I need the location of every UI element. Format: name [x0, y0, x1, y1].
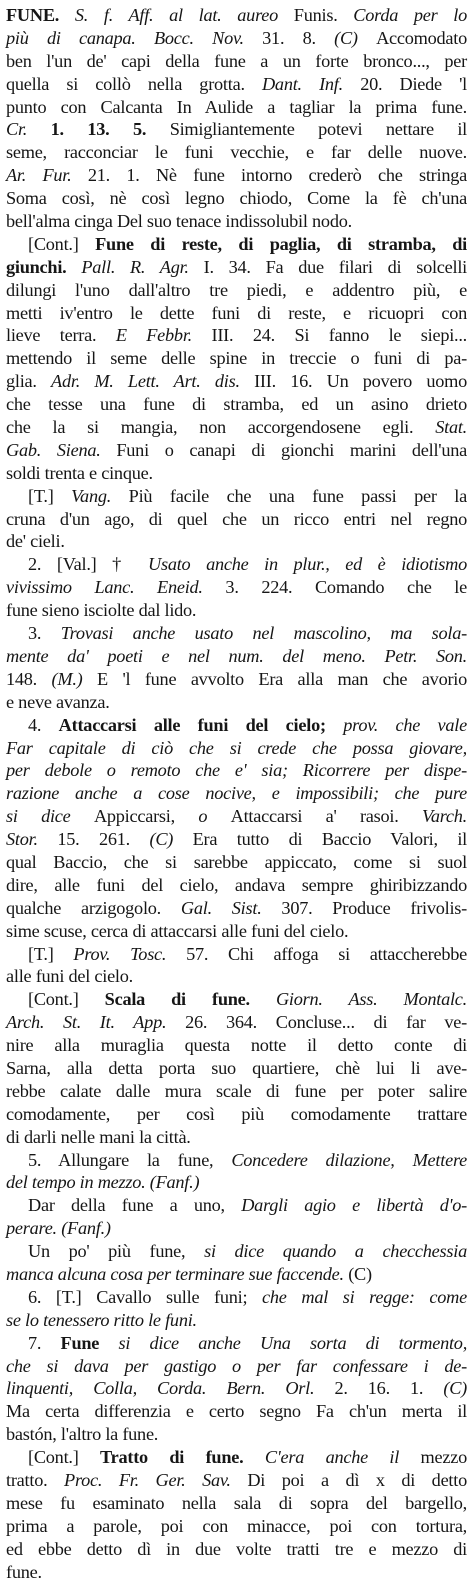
italic-run: manca alcuna cosa per terminare sue faccende. [6, 1263, 349, 1284]
italic-run: (C) [443, 1378, 468, 1399]
text-run: 3. 224. Comando che le [225, 577, 467, 598]
text-line [6, 1217, 467, 1240]
text-run: Simigliantemente potevi nettare il [169, 119, 468, 140]
text-line [6, 1194, 467, 1217]
italic-run: per debole o remoto che e' sia; Ricorrere per dispe- [6, 760, 467, 781]
text-run: fune sieno isciolte dal lido. [6, 600, 197, 621]
text-run: Più facile che una fune passi per la [128, 485, 467, 506]
italic-run: Dargli agio e libertà d'o- [241, 1195, 468, 1216]
entry-paragraph [6, 4, 467, 233]
bold-run: Attaccarsi alle funi del cielo; [58, 714, 344, 735]
entry-paragraph [6, 553, 467, 622]
text-run: III. 24. Si fanno le siepi... [211, 325, 467, 346]
text-run: (C) [348, 1263, 372, 1284]
text-run: Un po' più fune, [28, 1241, 205, 1262]
text-line [6, 645, 467, 668]
italic-run: perare. (Fanf.) [6, 1218, 111, 1239]
text-line [6, 1034, 467, 1057]
text-line [6, 1469, 467, 1492]
italic-run: S. f. Aff. al lat. aureo [59, 5, 294, 25]
text-line [6, 96, 467, 119]
text-run: glia. [6, 371, 52, 392]
text-run: Funis. [293, 5, 354, 25]
italic-run: (M.) [51, 668, 98, 689]
text-run: ben l'un de' capi della fune a un forte bronco..., per [6, 50, 467, 71]
text-line [6, 1011, 467, 1034]
bold-run: giunchi. [6, 256, 82, 277]
italic-run: Stor. [6, 829, 58, 850]
italic-run: linquenti, Colla, Corda. Bern. Orl. [6, 1378, 335, 1399]
italic-run: più di canapa. Bocc. Nov. [6, 27, 263, 48]
text-line [6, 851, 467, 874]
text-run: rebbe calate dalle mura scale di fune per poter salire [6, 1080, 467, 1101]
italic-run: Varch. [421, 806, 467, 827]
text-line [6, 27, 467, 50]
text-run: che la si mangia, non accorgendosene egli. [6, 417, 436, 438]
text-run: Era tutto di Baccio Valori, il [192, 829, 467, 850]
text-run: mezzo [420, 1447, 467, 1468]
italic-run: o [198, 806, 231, 827]
italic-run: si dice anche Una sorta di tormento, [118, 1332, 468, 1353]
italic-run: Ar. Fur. [6, 165, 88, 186]
italic-run: si dice quando a checchessia [204, 1241, 467, 1262]
entry-paragraph [6, 1194, 467, 1240]
italic-run: razione anche a cose nocive, e impossibili; che pure [6, 783, 467, 804]
bold-run: FUNE. [6, 5, 60, 25]
entry-paragraph [6, 714, 467, 943]
text-line [6, 1240, 467, 1263]
text-line [6, 50, 467, 73]
text-line [6, 691, 467, 714]
italic-run: Far capitale di ciò che si crede che possa giovare, [6, 737, 467, 758]
text-run: 148. [6, 668, 52, 689]
text-line [6, 462, 467, 485]
text-line [6, 164, 467, 187]
entry-paragraph [6, 485, 467, 554]
text-line [6, 302, 467, 325]
text-line [6, 1263, 467, 1286]
text-run: dire, alle funi del cielo, andava sempre ghiribizzando [6, 874, 467, 895]
text-line [6, 1355, 467, 1378]
italic-run: mente da' poeti e nel num. del meno. Petr. Son. [6, 645, 467, 666]
text-line [6, 141, 467, 164]
text-line [6, 508, 467, 531]
text-line [6, 943, 467, 966]
text-line [6, 73, 467, 96]
italic-run: Vang. [71, 485, 129, 506]
text-line [6, 1309, 467, 1332]
text-run: cruna d'un ago, di quel che un ricco entri nel regno [6, 508, 467, 529]
text-run: Dar della fune a uno, [28, 1195, 242, 1216]
text-run: lieve terra. [6, 325, 116, 346]
text-run: Soma così, nè così legno chiodo, Come la fè ch'una [6, 188, 467, 209]
italic-run: si dice [6, 806, 94, 827]
entry-paragraph [6, 1332, 467, 1446]
text-run: ed ebbe detto dì in due volte tratti tre e mezzo di [6, 1538, 467, 1559]
entry-paragraph [6, 1149, 467, 1195]
italic-run: vivissimo Lanc. Eneid. [6, 577, 226, 598]
text-run: tratto. [6, 1470, 65, 1490]
italic-run: che si dava per gastigo o per far confessare i de- [6, 1355, 467, 1376]
text-line [6, 393, 467, 416]
text-run: Funi o canapi di gionchi marini dell'una [116, 439, 467, 460]
text-line [6, 530, 467, 553]
italic-run: Stat. [435, 417, 467, 438]
italic-run: C'era anche il [264, 1447, 421, 1468]
text-line [6, 1103, 467, 1126]
text-run: 307. Produce frivolis- [281, 897, 468, 918]
text-run: de' cieli. [6, 531, 65, 552]
text-run: prima a parole, poi con minacce, poi con tortura, [6, 1515, 467, 1536]
italic-run: se lo tenessero ritto le funi. [6, 1309, 197, 1330]
entry-paragraph [6, 1286, 467, 1332]
text-line [6, 668, 467, 691]
text-run: qualche arzigogolo. [6, 897, 181, 918]
text-run: I. 34. Fa due filari di solcelli [203, 256, 468, 277]
text-run: [T.] [28, 485, 72, 506]
text-line [6, 1492, 467, 1515]
text-run: 3. [28, 623, 61, 644]
text-run: [T.] [28, 943, 74, 964]
text-line [6, 1400, 467, 1423]
text-line [6, 759, 467, 782]
entry-paragraph [6, 1240, 467, 1286]
text-run: 4. [28, 714, 59, 735]
text-line [6, 347, 467, 370]
text-run: soldi trenta e cinque. [6, 462, 153, 483]
text-line [6, 1423, 467, 1446]
text-run: 21. 1. Nè fune intorno crederò che stringa [87, 165, 467, 186]
text-line [6, 1126, 467, 1149]
italic-run: del tempo in mezzo. (Fanf.) [6, 1172, 200, 1193]
italic-run: (C) [149, 829, 193, 850]
text-line [6, 210, 467, 233]
text-line [6, 1538, 467, 1561]
italic-run: Prov. Tosc. [73, 943, 187, 964]
text-run: [Cont.] [28, 233, 96, 254]
italic-run: Corda per lo [353, 5, 467, 25]
italic-run: Adr. M. Lett. Art. dis. [51, 371, 255, 392]
text-run: che tesse una fune di stramba, ed un asino drieto [6, 394, 467, 415]
text-run: sime scuse, cerca di attaccarsi alle funi del cielo. [6, 920, 349, 941]
italic-run: Cr. [6, 119, 51, 140]
text-line [6, 1377, 467, 1400]
entry-paragraph [6, 622, 467, 714]
text-run: Ma certa differenzia e certo segno Fa ch'un merta il [6, 1401, 467, 1422]
text-line [6, 553, 467, 576]
text-line [6, 1057, 467, 1080]
text-run: qual Baccio, che si sarebbe appiccato, come si suol [6, 851, 467, 872]
text-line [6, 4, 467, 27]
text-line [6, 920, 467, 943]
bold-run: 1. 13. 5. [50, 119, 170, 140]
text-run: 26. 364. Concluse... di far ve- [185, 1012, 467, 1033]
text-line [6, 279, 467, 302]
text-line [6, 737, 467, 760]
text-run: Di poi a dì x di detto [247, 1470, 467, 1490]
text-line [6, 897, 467, 920]
text-run: 5. Allungare la fune, [28, 1149, 232, 1170]
text-run: metti iv'entro le dette funi di reste, e ricuopri con [6, 302, 467, 323]
bold-run: Scala di fune. [104, 989, 276, 1010]
italic-run: E Febbr. [115, 325, 212, 346]
text-run: Appiccarsi, [93, 806, 199, 827]
italic-run: Trovasi anche usato nel mascolino, ma sola- [60, 623, 467, 644]
text-run: fune. [6, 1561, 42, 1582]
text-line [6, 576, 467, 599]
entry-paragraph [6, 1446, 467, 1583]
text-line [6, 828, 467, 851]
text-run: 15. 261. [57, 829, 150, 850]
italic-run: Giorn. Ass. Montalc. [275, 989, 467, 1010]
text-line [6, 1080, 467, 1103]
text-run: mese fu esaminato nella sala di sopra del bargello, [6, 1492, 467, 1513]
text-line [6, 187, 467, 210]
text-line [6, 782, 467, 805]
text-run: e neve avanza. [6, 691, 110, 712]
text-run: alle funi del cielo. [6, 966, 133, 987]
text-line [6, 1561, 467, 1583]
text-run: 2. 16. 1. [334, 1378, 444, 1399]
text-line [6, 622, 467, 645]
text-line [6, 118, 467, 141]
text-run: 31. 8. [262, 27, 335, 48]
italic-run: Pall. R. Agr. [81, 256, 204, 277]
text-run: 20. Diede 'l [360, 73, 467, 94]
text-line [6, 233, 467, 256]
italic-run: prov. che vale [343, 714, 468, 735]
text-line [6, 874, 467, 897]
text-run: dilungi l'uno dall'altro tre piedi, e addentro più, e [6, 279, 467, 300]
text-line [6, 324, 467, 347]
entry-paragraph [6, 233, 467, 485]
text-line [6, 599, 467, 622]
italic-run: Dant. Inf. [261, 73, 361, 94]
italic-run: Arch. St. It. App. [6, 1012, 186, 1033]
text-run: III. 16. Un povero uomo [254, 371, 467, 392]
italic-run: (C) [334, 27, 377, 48]
text-run: 2. [Val.] † [28, 554, 149, 575]
dictionary-entry-fune [6, 4, 467, 1583]
text-run: 7. [28, 1332, 61, 1353]
italic-run: Usato anche in plur., ed è idiotismo [148, 554, 467, 575]
text-run: Accomodato [376, 27, 467, 48]
text-line [6, 370, 467, 393]
text-run: bell'alma cinga Del suo tenace indissolubil nodo. [6, 211, 352, 232]
text-line [6, 439, 467, 462]
text-line [6, 485, 467, 508]
text-run: bastón, l'altro la fune. [6, 1424, 159, 1445]
text-run: [Cont.] [28, 989, 105, 1010]
text-line [6, 1332, 467, 1355]
text-run: di darli nelle mani la città. [6, 1126, 191, 1147]
bold-run: Fune [60, 1332, 119, 1353]
italic-run: Proc. Fr. Ger. Sav. [64, 1470, 248, 1490]
bold-run: Fune di reste, di paglia, di stramba, di [95, 233, 467, 254]
italic-run: Gab. Siena. [6, 439, 117, 460]
text-run: quella si collò nella grotta. [6, 73, 262, 94]
text-line [6, 1149, 467, 1172]
text-run: seme, racconciar le funi vecchie, e far delle nuove. [6, 142, 467, 163]
entry-paragraph [6, 943, 467, 989]
text-run: comodamente, per così più comodamente trattare [6, 1103, 467, 1124]
text-run: nire alla muraglia questa notte il detto conte di [6, 1035, 467, 1056]
text-line [6, 965, 467, 988]
text-run: 57. Chi affoga si attaccherebbe [186, 943, 467, 964]
text-run: mettendo il seme delle spine in treccie o funi di pa- [6, 348, 467, 369]
text-run: punto con Calcanta In Aulide a tagliar la prima fune. [6, 96, 467, 117]
text-line [6, 714, 467, 737]
italic-run: Gal. Sist. [180, 897, 282, 918]
italic-run: Concedere dilazione, Mettere [231, 1149, 467, 1170]
text-line [6, 988, 467, 1011]
text-run: [Cont.] [28, 1447, 101, 1468]
text-line [6, 1446, 467, 1469]
text-line [6, 1171, 467, 1194]
italic-run: che mal si regge: come [262, 1286, 467, 1307]
text-line [6, 256, 467, 279]
text-run: Attaccarsi a' rasoi. [230, 806, 422, 827]
text-run: E 'l fune avvolto Era alla man che avorio [97, 668, 468, 689]
text-line [6, 1515, 467, 1538]
entry-paragraph [6, 988, 467, 1148]
text-run: 6. [T.] Cavallo sulle funi; [28, 1286, 263, 1307]
text-run: Sarna, alla detta porta suo quartiere, chè lui li ave- [6, 1057, 467, 1078]
text-line [6, 805, 467, 828]
text-line [6, 1286, 467, 1309]
text-line [6, 416, 467, 439]
bold-run: Tratto di fune. [100, 1447, 265, 1468]
